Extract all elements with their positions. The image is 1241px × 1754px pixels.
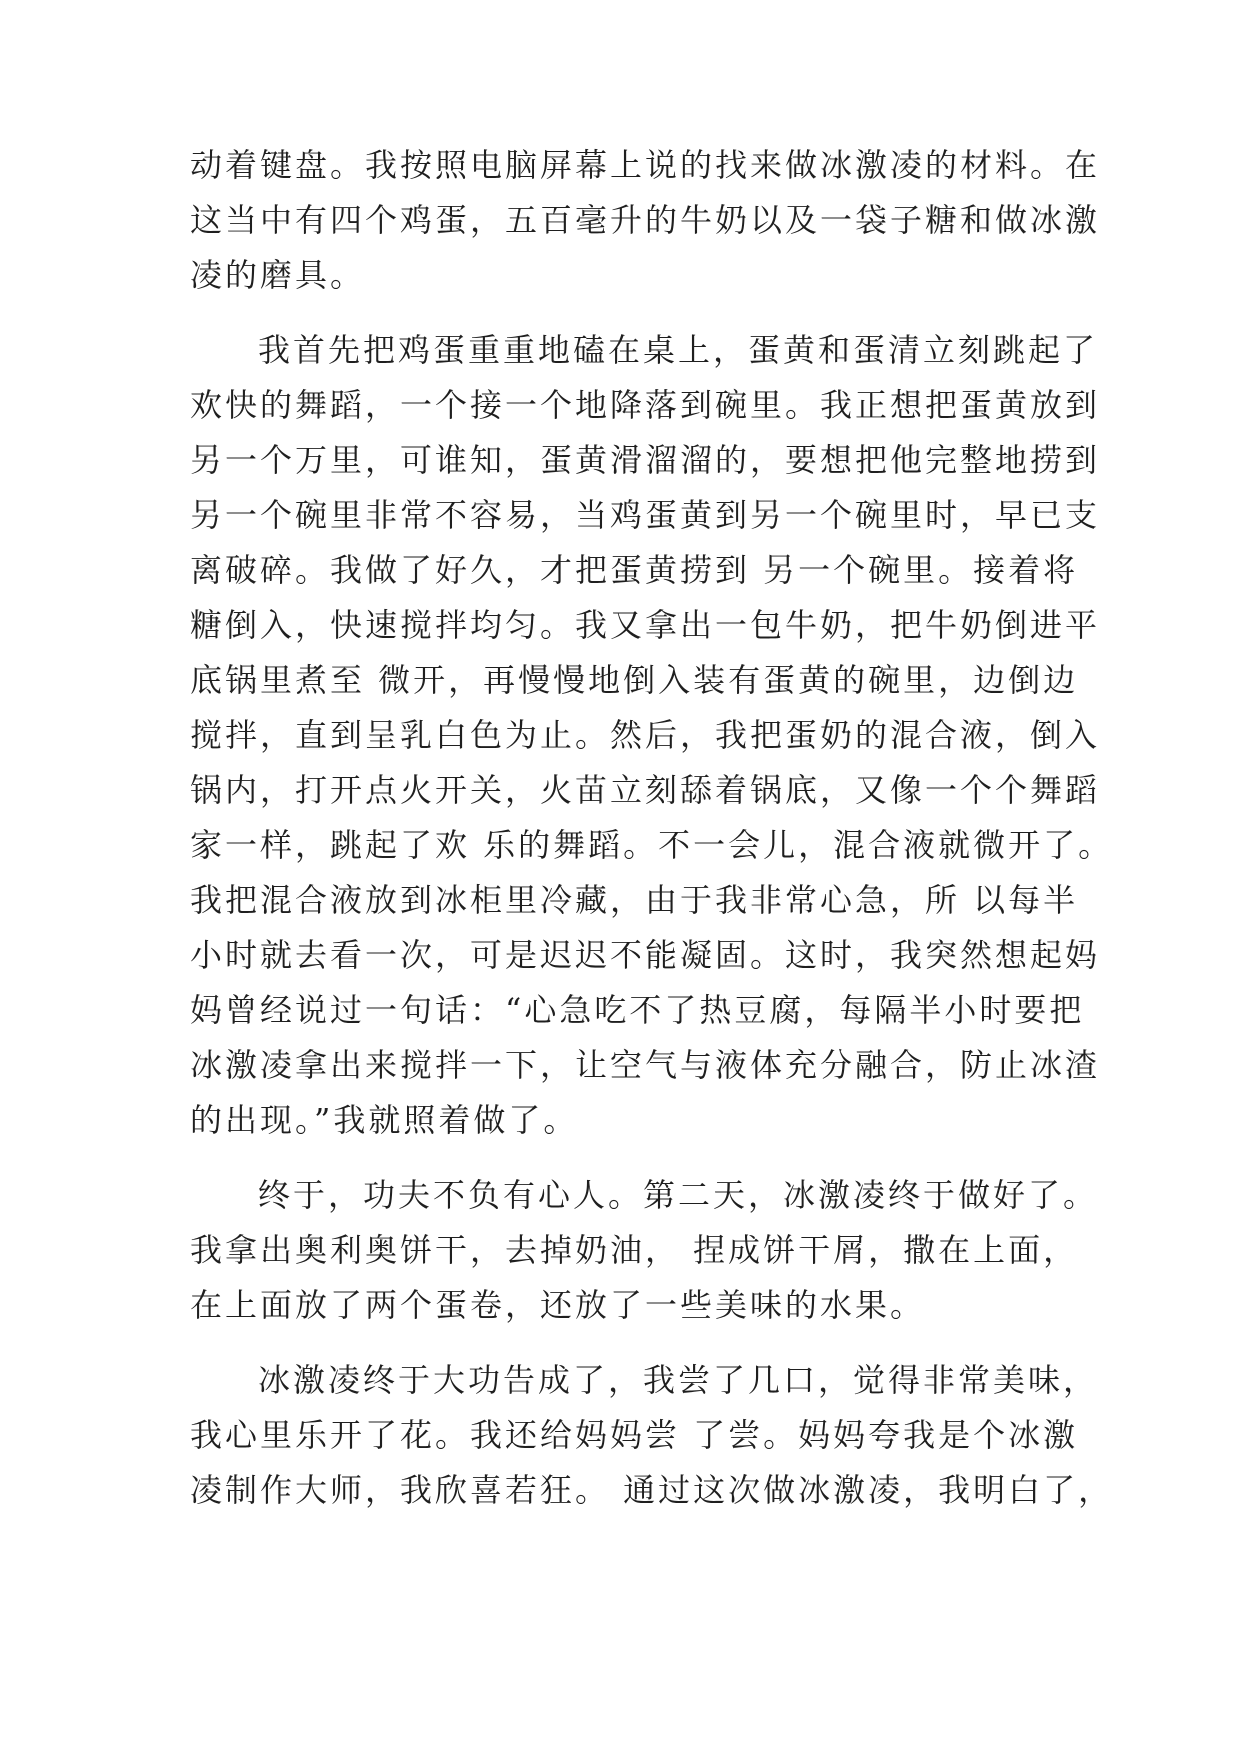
text-line: 糖倒入，快速搅拌均匀。我又拿出一包牛奶，把牛奶倒进平 (190, 606, 1101, 644)
text-line: 搅拌，直到呈乳白色为止。然后，我把蛋奶的混合液，倒入 (190, 716, 1101, 754)
text-line: 凌制作大师，我欣喜若狂。 通过这次做冰激凌，我明白了， (190, 1471, 1114, 1509)
text-line: 家一样，跳起了欢 乐的舞蹈。不一会儿，混合液就微开了。 (190, 826, 1114, 864)
paragraph-first-line: 冰激凌终于大功告成了，我尝了几口，觉得非常美味， (258, 1361, 1099, 1399)
text-line: 这当中有四个鸡蛋，五百毫升的牛奶以及一袋子糖和做冰激 (190, 201, 1101, 239)
text-line: 底锅里煮至 微开，再慢慢地倒入装有蛋黄的碗里，边倒边 (190, 661, 1079, 699)
text-line: 在上面放了两个蛋卷，还放了一些美味的水果。 (190, 1286, 926, 1324)
paragraph-first-line: 终于，功夫不负有心人。第二天，冰激凌终于做好了。 (258, 1176, 1099, 1214)
text-line: 欢快的舞蹈，一个接一个地降落到碗里。我正想把蛋黄放到 (190, 386, 1101, 424)
text-line: 另一个碗里非常不容易，当鸡蛋黄到另一个碗里时，早已支 (190, 496, 1101, 534)
text-line: 我把混合液放到冰柜里冷藏，由于我非常心急，所 以每半 (190, 881, 1079, 919)
text-line: 锅内，打开点火开关，火苗立刻舔着锅底，又像一个个舞蹈 (190, 771, 1101, 809)
text-line: 我拿出奥利奥饼干，去掉奶油， 捏成饼干屑，撒在上面， (190, 1231, 1079, 1269)
text-line: 的出现。”我就照着做了。 (190, 1101, 579, 1139)
text-line: 凌的磨具。 (190, 256, 366, 294)
text-line: 我心里乐开了花。我还给妈妈尝 了尝。妈妈夸我是个冰激 (190, 1416, 1079, 1454)
text-line: 小时就去看一次，可是迟迟不能凝固。这时，我突然想起妈 (190, 936, 1101, 974)
text-line: 离破碎。我做了好久，才把蛋黄捞到 另一个碗里。接着将 (190, 551, 1079, 589)
paragraph-first-line: 我首先把鸡蛋重重地磕在桌上，蛋黄和蛋清立刻跳起了 (258, 331, 1099, 369)
text-line: 动着键盘。我按照电脑屏幕上说的找来做冰激凌的材料。在 (190, 146, 1101, 184)
text-line: 冰激凌拿出来搅拌一下，让空气与液体充分融合，防止冰渣 (190, 1046, 1101, 1084)
text-line: 妈曾经说过一句话：“心急吃不了热豆腐，每隔半小时要把 (190, 991, 1085, 1029)
text-line: 另一个万里，可谁知，蛋黄滑溜溜的，要想把他完整地捞到 (190, 441, 1101, 479)
